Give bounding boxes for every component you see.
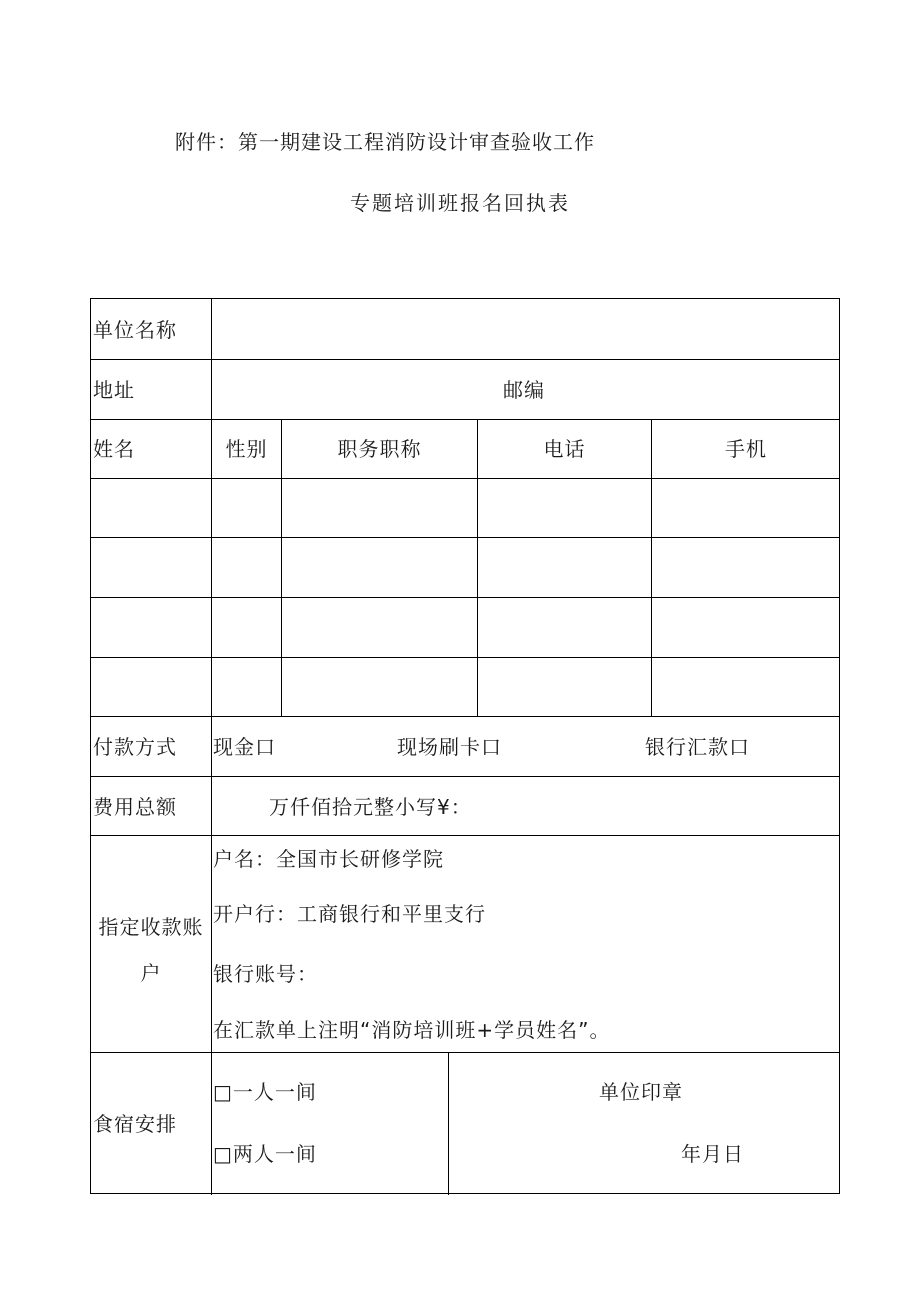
postcode-field[interactable] [561,373,831,407]
row-divider [91,537,839,538]
account-note: 在汇款单上注明“消防培训班+学员姓名”。 [213,1018,611,1042]
fee-total-label: 费用总额 [93,795,177,819]
row-divider [91,359,839,360]
row-divider [91,419,839,420]
payment-method-label: 付款方式 [93,735,177,759]
lodging-option-single[interactable]: □一人一间 [213,1080,317,1104]
account-number: 银行账号： [213,962,318,986]
row-divider [91,1052,839,1053]
seal-date-label: 年月日 [681,1142,744,1166]
row-divider [91,835,839,836]
lodging-option-double[interactable]: □两人一间 [213,1142,317,1166]
postcode-label: 邮编 [503,378,545,402]
row-divider [91,478,839,479]
lodging-label: 食宿安排 [93,1112,177,1136]
unit-name-label: 单位名称 [93,318,177,342]
row-divider [91,597,839,598]
column-header-name: 姓名 [93,437,135,461]
account-label-line1: 指定收款账 [98,915,204,939]
address-field[interactable] [216,373,496,407]
column-divider [477,419,478,717]
lodging-divider [448,1052,449,1195]
row-divider [91,776,839,777]
unit-name-field[interactable] [216,313,836,347]
column-header-mobile: 手机 [725,437,767,461]
payment-option-card[interactable]: 现场刷卡口 [397,735,502,759]
row-divider [91,716,839,717]
document-title-line2: 专题培训班报名回执表 [350,191,570,215]
unit-seal-label: 单位印章 [599,1080,683,1104]
column-header-phone: 电话 [543,437,586,461]
fee-total-text: 万仟佰拾元整小写¥： [269,795,472,819]
column-header-position: 职务职称 [337,437,422,461]
column-divider [651,419,652,717]
document-title-line1: 附件：第一期建设工程消防设计审查验收工作 [175,130,595,154]
payment-option-bank[interactable]: 银行汇款口 [645,735,750,759]
column-header-gender: 性别 [225,437,268,461]
row-divider [91,657,839,658]
account-holder: 户名：全国市长研修学院 [213,847,444,871]
account-label-line2: 户 [140,961,162,985]
label-column-divider [211,299,212,1195]
column-divider [281,419,282,717]
account-bank: 开户行：工商银行和平里支行 [213,902,486,926]
payment-option-cash[interactable]: 现金口 [213,735,276,759]
address-label: 地址 [93,378,135,402]
registration-form-table [90,298,840,1194]
